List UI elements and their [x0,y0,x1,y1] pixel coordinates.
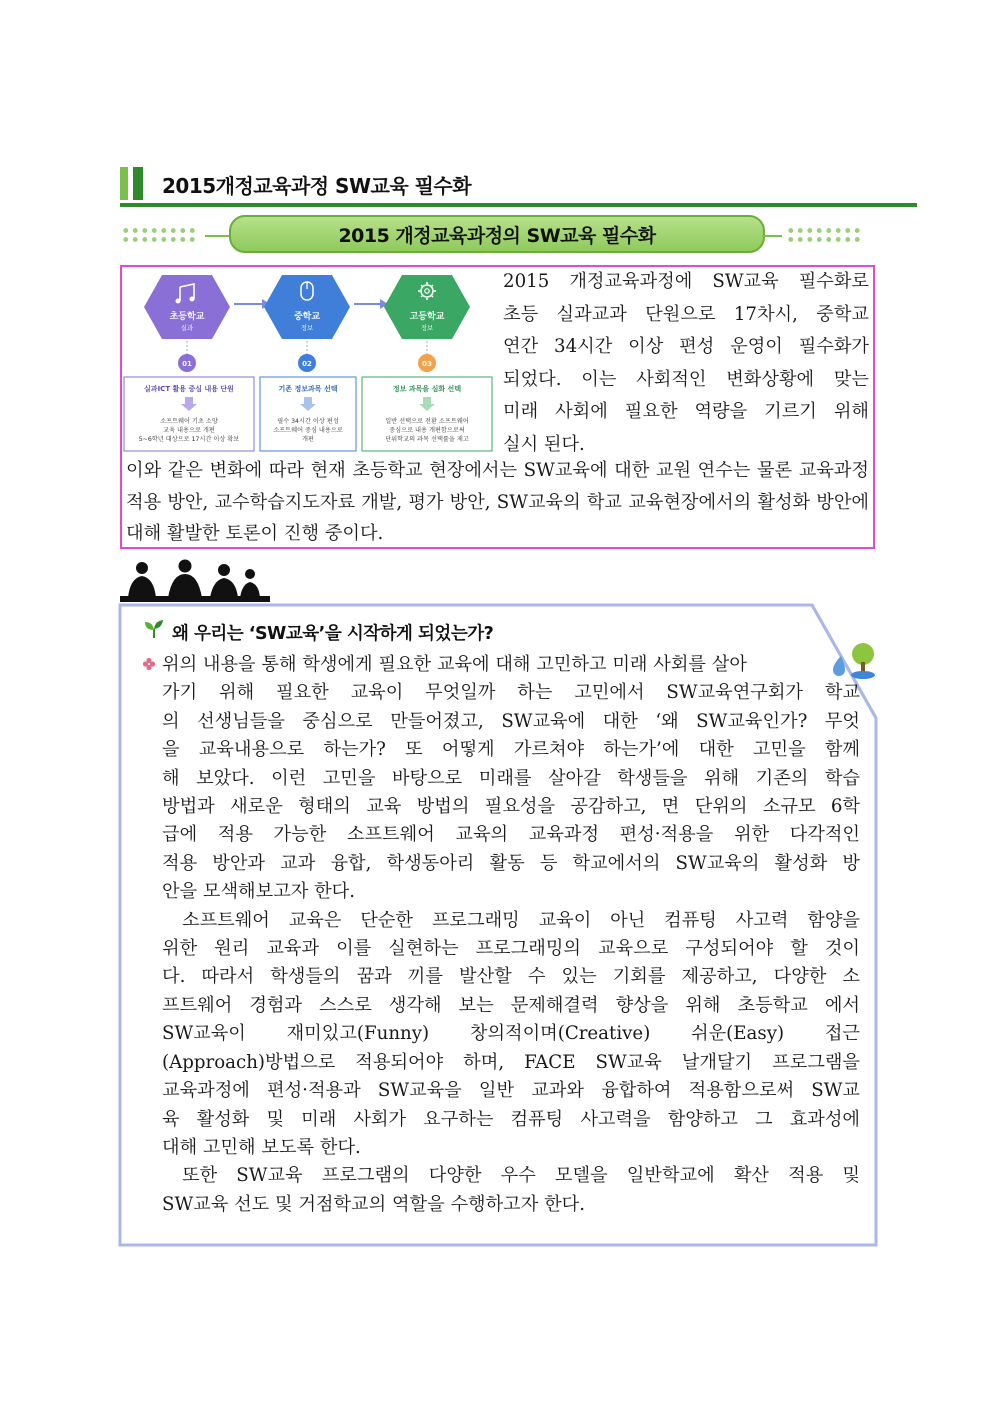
body-line: 위의 내용을 통해 학생에게 필요한 교육에 대해 고민하고 미래 사회를 살아 [162,654,747,675]
body-line: 다. 따라서 학생들의 꿈과 끼를 발산할 수 있는 기회를 제공하고, 다양한 소 [162,966,860,988]
svg-text:소프트웨어 중심 내용으로: 소프트웨어 중심 내용으로 [273,427,343,434]
stage-number-2 [298,354,316,372]
body-line: 을 교육내용으로 하는가? 또 어떻게 가르쳐야 하는가’에 대한 고민을 함께 [162,739,860,761]
intro-paragraph-2: 이와 같은 변화에 따라 현재 초등학교 현장에서는 SW교육에 대한 교원 연수는 물론 교육과정 적용 방안, 교수학습지도자료 개발, 평가 방안, SW교육의 학교 교육현장에서의 활성화 방안에 대해 활발한 토론이 진행 중이다. [126,460,869,544]
intro-line: 초등 실과교과 단원으로 17차시, 중학교 [503,303,869,325]
intro-line: 실시 된다. [503,433,585,455]
body-line: 방법과 새로운 형태의 교육 방법의 필요성을 공감하고, 면 단위의 소규모 6학 [162,796,860,818]
stage-number-1 [178,354,196,372]
svg-text:정보 과목을 심화 선택: 정보 과목을 심화 선택 [392,385,462,393]
stage-arrow-2 [354,299,388,309]
body-line: 교육과정에 편성·적용과 SW교육을 일반 교과와 융합하여 적용함으로써 SW교 [162,1080,860,1102]
svg-text:03: 03 [422,360,432,368]
body-line: 가기 위해 필요한 교육이 무엇일까 하는 고민에서 SW교육연구회가 학교 [162,682,860,704]
stage-sub: 실과 [180,324,194,332]
stage-name: 고등학교 [409,312,445,322]
svg-text:5~6학년 대상으로 17시간 이상 확보: 5~6학년 대상으로 17시간 이상 확보 [138,436,240,443]
body-line: 대해 고민해 보도록 한다. [162,1136,361,1158]
banner-connector-right [762,235,782,237]
body-text [162,651,860,1219]
body-line: 위한 원리 교육과 이를 실현하는 프로그래밍의 교육으로 구성되어야 할 것이 [162,938,860,960]
sprout-icon [142,618,166,640]
svg-text:01: 01 [182,360,192,368]
section-accent-bar-dark [133,167,143,200]
stage-card-2 [260,377,356,451]
body-line: 또한 SW교육 프로그램의 다양한 우수 모델을 일반학교에 확산 적용 및 [182,1165,860,1187]
body-line: 급에 적용 가능한 소프트웨어 교육의 교육과정 편성·적용을 위한 다각적인 [162,824,860,846]
svg-text:교육 내용으로 개편: 교육 내용으로 개편 [163,427,215,434]
body-line: (Approach)방법으로 적용되어야 하며, FACE SW교육 날개달기 프로그램을 [162,1051,860,1073]
body-line: SW교육 선도 및 거점학교의 역할을 수행하고자 한다. [162,1193,586,1215]
stage-middle [264,275,350,339]
body-line: 의 선생님들을 중심으로 만들어졌고, SW교육에 대한 ‘왜 SW교육인가? 무엇 [162,710,860,732]
section-rule [120,203,917,207]
stage-sub: 정보 [300,324,314,332]
body-line: 프트웨어 경험과 스스로 생각해 보는 문제해결력 향상을 위해 초등학교 에서 [162,994,860,1016]
intro-line: 2015 개정교육과정에 SW교육 필수화로 [503,271,869,292]
decorative-dots-right [786,226,864,246]
intro-line: 되었다. 이는 사회적인 변화상황에 맞는 [503,368,869,390]
curriculum-figure [122,267,495,453]
stage-name: 초등학교 [169,312,205,322]
intro-paragraph-1 [503,266,869,461]
clover-bullet-icon [142,657,156,671]
stage-high [384,275,470,339]
section-title: 2015개정교육과정 SW교육 필수화 [162,174,472,198]
svg-text:02: 02 [302,360,312,368]
stage-name: 중학교 [293,312,321,322]
section-accent-bar-light [120,167,128,200]
banner [229,215,765,253]
banner-title: 2015 개정교육과정의 SW교육 필수화 [338,224,656,247]
svg-text:중심으로 내용 개편함으로써: 중심으로 내용 개편함으로써 [389,427,465,434]
svg-text:실과ICT 활용 중심 내용 단원: 실과ICT 활용 중심 내용 단원 [144,385,234,393]
question-title: 왜 우리는 ‘SW교육’을 시작하게 되었는가? [172,624,494,644]
svg-text:소프트웨어 기초 소양: 소프트웨어 기초 소양 [160,418,218,425]
body-line: 안을 모색해보고자 한다. [162,881,356,903]
svg-text:필수 34시간 이상 편성: 필수 34시간 이상 편성 [277,418,339,425]
svg-text:단위학교의 과목 선택률을 제고: 단위학교의 과목 선택률을 제고 [385,436,469,443]
body-line: SW교육이 재미있고(Funny) 창의적이며(Creative) 쉬운(Easy) 접근 [162,1023,860,1045]
svg-text:일반 선택으로 전환 소프트웨어: 일반 선택으로 전환 소프트웨어 [385,418,469,425]
body-line: 소프트웨어 교육은 단순한 프로그래밍 교육이 아닌 컴퓨팅 사고력 함양을 [182,909,860,931]
body-line: 적용 방안과 교과 융합, 학생동아리 활동 등 학교에서의 SW교육의 활성화 방 [162,852,860,874]
stage-sub: 정보 [420,324,434,332]
discussion-people-icon [120,558,270,604]
intro-line: 연간 34시간 이상 편성 운영이 필수화가 [503,336,869,357]
intro-line: 미래 사회에 필요한 역량을 기르기 위해 [503,401,869,422]
stage-number-3 [418,354,436,372]
body-line: 육 활성화 및 미래 사회가 요구하는 컴퓨팅 사고력을 함양하고 그 효과성에 [162,1108,860,1130]
body-line: 해 보았다. 이런 고민을 바탕으로 미래를 살아갈 학생들을 위해 기존의 학습 [162,767,860,789]
decorative-dots-left [121,226,199,246]
stage-elementary [144,275,230,339]
svg-text:기존 정보과목 선택: 기존 정보과목 선택 [278,385,338,393]
svg-text:개편: 개편 [302,436,314,443]
stage-card-3 [362,377,492,451]
stage-card-1 [124,377,254,451]
